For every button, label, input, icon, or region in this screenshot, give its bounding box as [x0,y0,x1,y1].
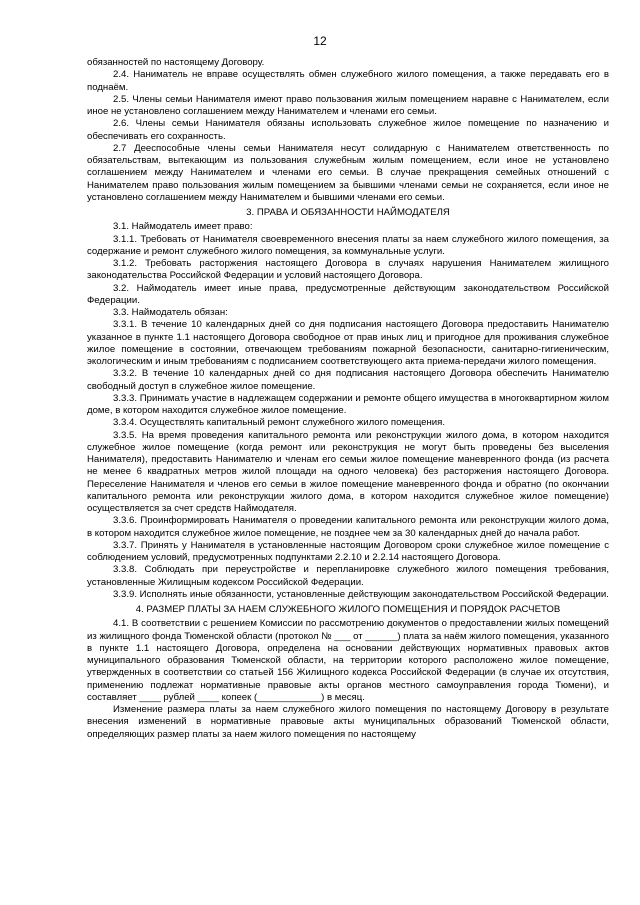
paragraph: 3.2. Наймодатель имеет иные права, предусмотренные действующим законодательством Российской Федерации. [87,282,609,306]
paragraph: 3.1.2. Требовать расторжения настоящего Договора в случаях нарушения Нанимателем жилищного законодательства Российской Федерации и условий настоящего Договора. [87,258,609,282]
paragraph: 3.3.2. В течение 10 календарных дней со дня подписания настоящего Договора обеспечить Нанимателю свободный доступ в служебное жилое помещение. [87,368,609,392]
page-number: 12 [313,34,327,48]
paragraph: 2.5. Члены семьи Нанимателя имеют право пользования жилым помещением наравне с Нанимателем, если иное не установлено соглашением между Нанимателем и членами его семьи. [87,93,609,117]
paragraph: 3.3.4. Осуществлять капитальный ремонт служебного жилого помещения. [113,417,446,429]
paragraph: обязанностей по настоящему Договору. [87,57,265,68]
paragraph: 3.3. Наймодатель обязан: [113,307,228,318]
paragraph: 3.3.1. В течение 10 календарных дней со дня подписания настоящего Договора предоставить Нанимателю указанное в пункте 1.1 настоящего Договора свободное от прав иных лиц и пригодное для проживания служебное жилое помещение в состоянии, отвечающем требованиям пожарной безопасности, санитарно-гигиеническим, экологическим и иным требованиям с подписанием соответствующего акта приема-передачи жилого помещения. [87,319,609,367]
paragraph: 3.3.8. Соблюдать при переустройстве и перепланировке служебного жилого помещения требования, установленные Жилищным кодексом Российской Федерации. [87,564,609,588]
paragraph: 4.1. В соответствии с решением Комиссии по рассмотрению документов о предоставлении жилых помещений из жилищного фонда Тюменской области (протокол № ___ от ______) плата за наём жилого помещения, указанного в пункте 1.1 настоящего Договора, определена на основании действующих нормативных правовых актов муниципального образования Тюменской области, на территории которого расположено жилое помещение, утвержденных в соответствии со статьей 156 Жилищного кодекса Российской Федерации (в случае их отсутствия, применению подлежат нормативные правовые акты органов местного самоуправления города Тюмени), и составляет ____ рублей ____ копеек (____________) в месяц. [87,618,609,703]
paragraph: Изменение размера платы за наем служебного жилого помещения по настоящему Договору в результате внесения изменений в нормативные правовые акты муниципальных образований Тюменской области, определяющих размер платы за наем жилого помещения по настоящему [87,704,609,740]
section-heading: 4. РАЗМЕР ПЛАТЫ ЗА НАЕМ СЛУЖЕБНОГО ЖИЛОГО ПОМЕЩЕНИЯ И ПОРЯДОК РАСЧЕТОВ [135,604,561,615]
paragraph: 2.4. Наниматель не вправе осуществлять обмен служебного жилого помещения, а также передавать его в поднаём. [87,69,609,93]
paragraph: 2.7 Дееспособные члены семьи Нанимателя несут солидарную с Нанимателем ответственность по обязательствам, вытекающим из пользования служебным жилым помещением, если иное не установлено соглашением между Нанимателем и членами его семьи. В случае прекращения семейных отношений с Нанимателем право пользования жилым помещением за бывшими членами семьи не сохраняется, если иное не установлено соглашением между Нанимателем и бывшими членами его семьи. [87,142,609,203]
paragraph: 3.3.3. Принимать участие в надлежащем содержании и ремонте общего имущества в многоквартирном жилом доме, в котором находится служебное жилое помещение. [87,392,609,416]
paragraph: 3.3.9. Исполнять иные обязанности, установленные действующим законодательством Российской Федерации. [113,588,609,600]
paragraph: 3.3.7. Принять у Нанимателя в установленные настоящим Договором сроки служебное жилое помещение с соблюдением условий, предусмотренных подпунктами 2.2.10 и 2.2.14 настоящего Договора. [87,539,609,563]
section-heading: 3. ПРАВА И ОБЯЗАННОСТИ НАЙМОДАТЕЛЯ [246,207,450,218]
paragraph: 3.3.6. Проинформировать Нанимателя о проведении капитального ремонта или реконструкции жилого дома, в котором находится служебное жилое помещение, не позднее чем за 30 календарных дней до начала работ. [87,515,609,539]
paragraph: 3.1. Наймодатель имеет право: [113,221,253,233]
paragraph: 2.6. Члены семьи Нанимателя обязаны использовать служебное жилое помещение по назначению и обеспечивать его сохранность. [87,118,609,142]
paragraph: 3.3.5. На время проведения капитального ремонта или реконструкции жилого дома, в котором находится служебное жилое помещение (когда ремонт или реконструкция не могут быть проведены без выселения Нанимателя), предоставить Нанимателю и членам его семьи жилое помещение маневренного фонда (из расчета не менее 6 квадратных метров жилой площади на одного человека) без расторжения настоящего Договора. Переселение Нанимателя и членов его семьи в жилое помещение маневренного фонда и обратно (по окончании капитального ремонта или реконструкции жилого дома, в котором находится служебное жилое помещение) осуществляется за счет средств Наймодателя. [87,429,609,514]
document-body [87,57,609,741]
paragraph: 3.1.1. Требовать от Нанимателя своевременного внесения платы за наем служебного жилого помещения, за содержание и ремонт служебного жилого помещения, за коммунальные услуги. [87,233,609,257]
